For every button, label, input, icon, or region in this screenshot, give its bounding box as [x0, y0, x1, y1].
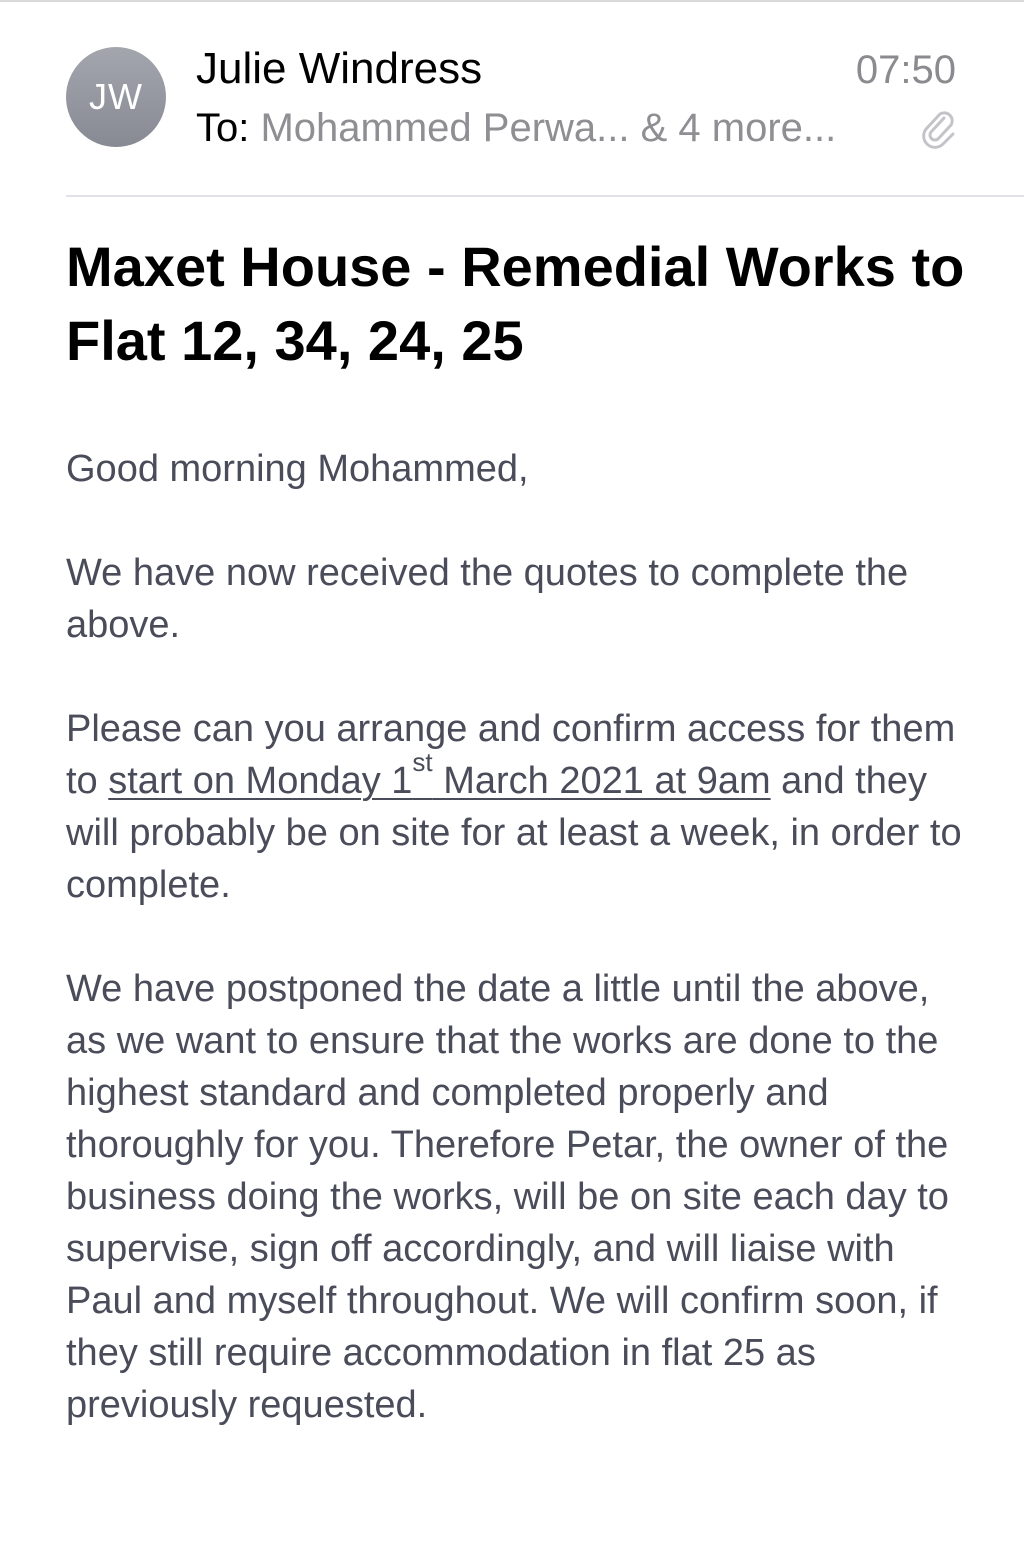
- recipients-row[interactable]: [196, 106, 836, 151]
- to-label: To:: [196, 106, 250, 150]
- email-body: [66, 443, 966, 1431]
- avatar-initials: JW: [89, 76, 143, 117]
- avatar[interactable]: [66, 47, 166, 147]
- sender-name[interactable]: Julie Windress: [196, 44, 483, 93]
- body-paragraph-3: We have postponed the date a little until the above, as we want to ensure that the works are done to the highest standard and completed properly and thoroughly for you. Therefore Petar, the owner of the business doing the works, will be on site each day to supervise, sign off accordingly, and will liaise with Paul and myself throughout. We will confirm soon, if they still require accommodation in flat 25 as previously requested.: [66, 968, 949, 1426]
- header-divider: [66, 195, 1024, 197]
- date-link-part2: March 2021 at 9am: [432, 760, 771, 802]
- date-link-superscript: st: [412, 747, 433, 777]
- body-paragraph-2: [66, 703, 966, 911]
- paperclip-icon[interactable]: [920, 108, 956, 150]
- para2-text-after: and they will probably be on site for at least a week, in order to complete.: [66, 760, 962, 906]
- email-time: 07:50: [855, 48, 956, 92]
- para2-text-before: Please can you arrange and confirm access for them to: [66, 708, 956, 802]
- date-link-part1: start on Monday 1: [108, 760, 413, 802]
- greeting: Good morning Mohammed,: [66, 448, 529, 490]
- top-divider: [0, 0, 1024, 2]
- recipients-list[interactable]: Mohammed Perwa... & 4 more...: [260, 106, 837, 150]
- body-paragraph-1: We have now received the quotes to complete the above.: [66, 552, 909, 646]
- email-subject: Maxet House - Remedial Works to Flat 12, 34, 24, 25: [66, 235, 965, 372]
- date-link[interactable]: [108, 747, 771, 802]
